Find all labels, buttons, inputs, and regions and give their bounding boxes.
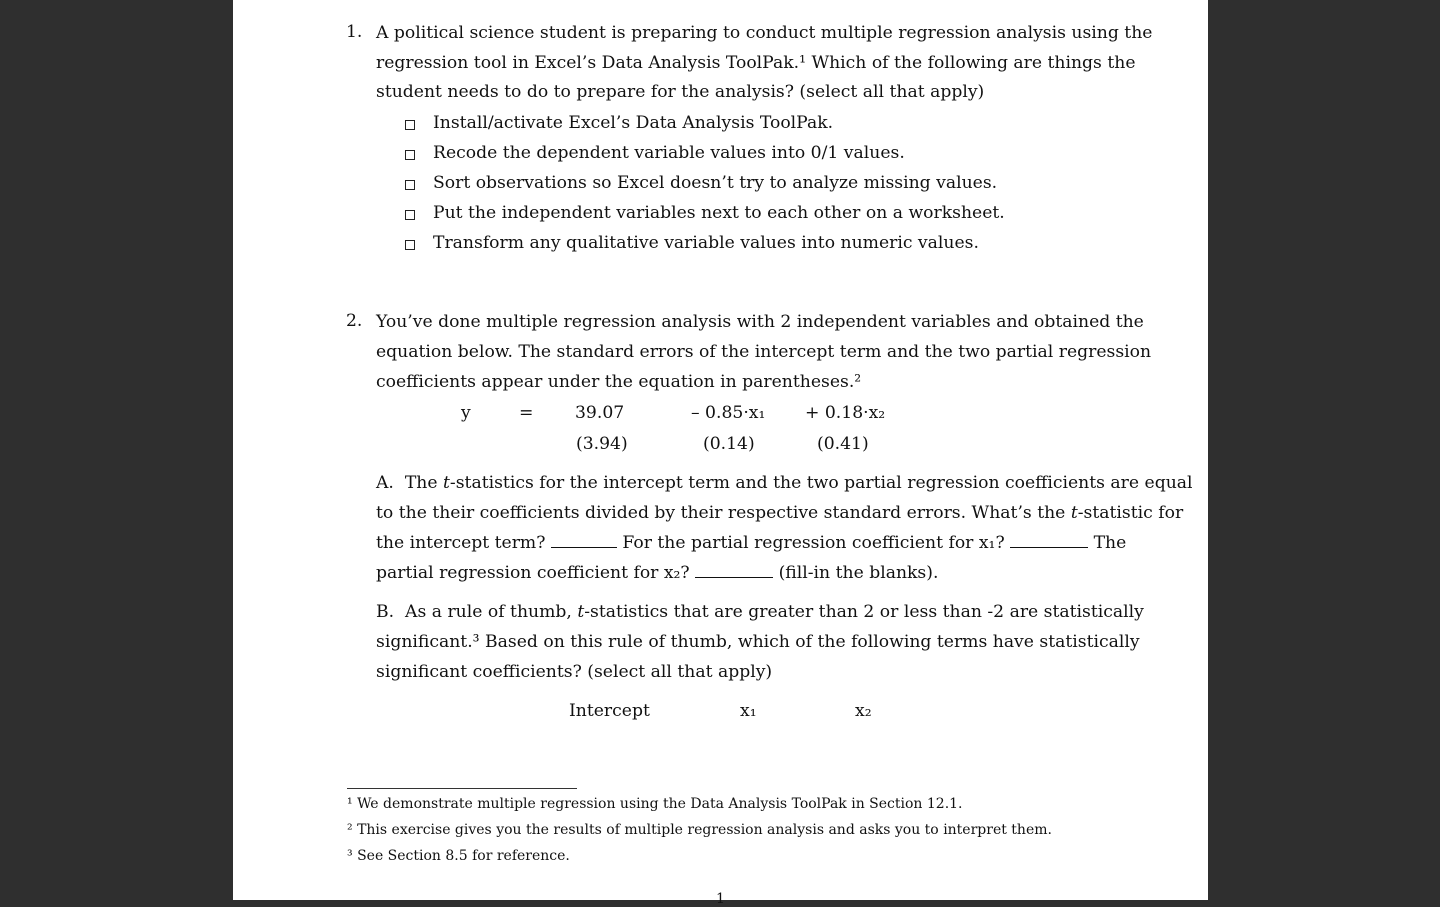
italic-t: t bbox=[443, 473, 450, 493]
part-label: A. bbox=[376, 473, 394, 493]
part-b-line: significant.³ Based on this rule of thumb, which of the following terms have statistically bbox=[376, 632, 1140, 652]
footnote: ¹ We demonstrate multiple regression using the Data Analysis ToolPak in Section 12.1. bbox=[347, 796, 963, 812]
text-run: the intercept term? bbox=[376, 533, 551, 553]
equation-lhs: y bbox=[461, 403, 471, 423]
text-run: -statistics that are greater than 2 or less than -2 are statistically bbox=[584, 602, 1144, 622]
text-run: -statistics for the intercept term and the two partial regression coefficients are equal bbox=[449, 473, 1193, 493]
equation-term-x1: – 0.85·x₁ bbox=[691, 403, 766, 423]
text-run: As a rule of thumb, bbox=[405, 602, 578, 622]
choice-x1[interactable]: x₁ bbox=[740, 701, 757, 721]
italic-t: t bbox=[577, 602, 585, 622]
fill-blank-x1[interactable] bbox=[1010, 546, 1088, 548]
choice-x2[interactable]: x₂ bbox=[855, 701, 872, 721]
text-run: partial regression coefficient for x₂? bbox=[376, 563, 696, 583]
page-number: 1 bbox=[716, 891, 725, 907]
choice-intercept[interactable]: Intercept bbox=[569, 701, 650, 721]
option-label: Put the independent variables next to each other on a worksheet. bbox=[433, 203, 1005, 223]
option-checkbox[interactable] bbox=[405, 240, 415, 250]
option-checkbox[interactable] bbox=[405, 150, 415, 160]
option-label: Transform any qualitative variable values into numeric values. bbox=[433, 233, 979, 253]
question-text-line: A political science student is preparing to conduct multiple regression analysis using the bbox=[376, 23, 1153, 43]
option-checkbox[interactable] bbox=[405, 120, 415, 130]
question-text-line: coefficients appear under the equation in parentheses.² bbox=[376, 372, 862, 392]
text-run: For the partial regression coefficient for x₁? bbox=[616, 533, 1011, 553]
part-a bbox=[376, 468, 1193, 498]
option-label: Recode the dependent variable values into 0/1 values. bbox=[433, 143, 905, 163]
option-checkbox[interactable] bbox=[405, 210, 415, 220]
question-text-line: You’ve done multiple regression analysis with 2 independent variables and obtained the bbox=[376, 312, 1144, 332]
footnote: ² This exercise gives you the results of multiple regression analysis and asks you to interpret them. bbox=[347, 822, 1052, 838]
equation-intercept: 39.07 bbox=[575, 403, 625, 423]
question-text-line: equation below. The standard errors of the intercept term and the two partial regression bbox=[376, 342, 1152, 362]
equation-term-x2: + 0.18·x₂ bbox=[805, 403, 886, 423]
question-text-line: student needs to do to prepare for the analysis? (select all that apply) bbox=[376, 82, 985, 102]
standard-error-x2: (0.41) bbox=[817, 434, 869, 454]
text-run: The bbox=[404, 473, 443, 493]
fill-blank-x2[interactable] bbox=[695, 576, 773, 578]
question-number: 1. bbox=[346, 22, 363, 42]
option-label: Install/activate Excel’s Data Analysis ToolPak. bbox=[433, 113, 834, 133]
part-label: B. bbox=[376, 602, 395, 622]
text-run: The bbox=[1088, 533, 1127, 553]
standard-error-x1: (0.14) bbox=[703, 434, 755, 454]
text-run: (fill-in the blanks). bbox=[773, 563, 939, 583]
standard-error-intercept: (3.94) bbox=[576, 434, 628, 454]
text-run: to the their coefficients divided by their respective standard errors. What’s the bbox=[376, 503, 1071, 523]
document-page bbox=[233, 0, 1208, 907]
option-checkbox[interactable] bbox=[405, 180, 415, 190]
question-text-line: regression tool in Excel’s Data Analysis ToolPak.¹ Which of the following are things the bbox=[376, 53, 1136, 73]
option-label: Sort observations so Excel doesn’t try to analyze missing values. bbox=[433, 173, 998, 193]
footnote: ³ See Section 8.5 for reference. bbox=[347, 848, 570, 864]
text-run: -statistic for bbox=[1077, 503, 1184, 523]
question-number: 2. bbox=[346, 311, 363, 331]
footnote-divider bbox=[347, 788, 577, 789]
part-a-line bbox=[376, 558, 938, 588]
italic-t: t bbox=[1070, 503, 1078, 523]
fill-blank-intercept[interactable] bbox=[551, 546, 617, 548]
part-a-line bbox=[376, 528, 1126, 558]
equation-equals: = bbox=[519, 403, 534, 423]
part-b bbox=[376, 597, 1144, 627]
part-b-line: significant coefficients? (select all that apply) bbox=[376, 662, 773, 682]
part-a-line bbox=[376, 498, 1183, 528]
